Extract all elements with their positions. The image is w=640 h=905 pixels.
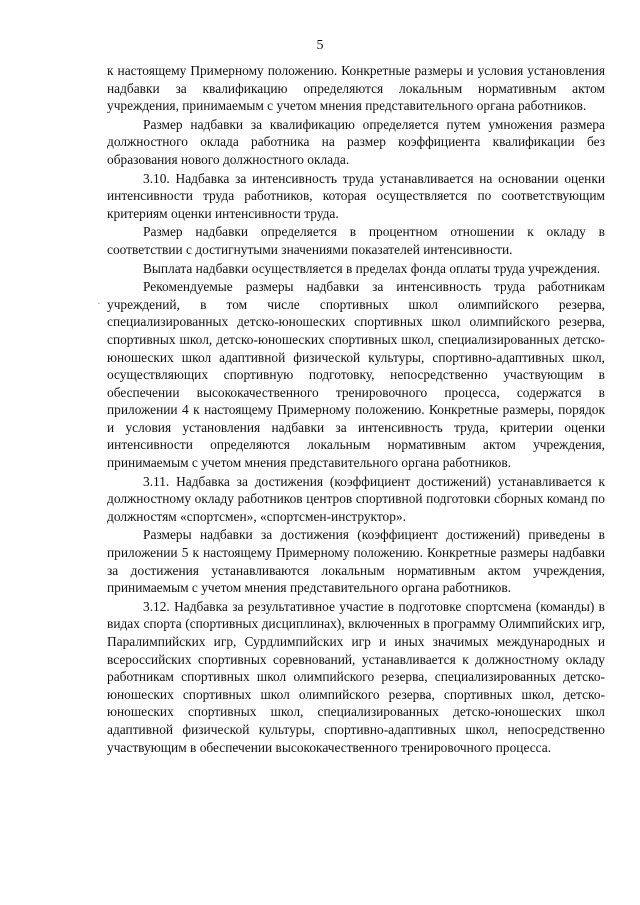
paragraph: Размеры надбавки за достижения (коэффициент достижений) приведены в приложении 5 к настоящему Примерному положению. Конкретные размеры надбавки за достижения устанавливаются локальным нормативным актом учреждения, принимаемым с учетом мнения представительного органа работников. (107, 527, 605, 596)
paragraph: 3.12. Надбавка за результативное участие в подготовке спортсмена (команды) в видах спорта (спортивных дисциплинах), включенных в программу Олимпийских игр, Паралимпийских игр, Сурдлимпийских игр и иных значимых международных и всероссийских спортивных соревнований, устанавливается к должностному окладу работникам спортивных школ олимпийского резерва, специализированных детско-юношеских спортивных школ олимпийского резерва, спортивных школ, детско-юношеских спортивных школ, специализированных детско-юношеских школ адаптивной физической культуры, спортивно-адаптивных школ, непосредственно участвующим в обеспечении высококачественного тренировочного процесса. (107, 598, 605, 755)
paragraph: 3.11. Надбавка за достижения (коэффициент достижений) устанавливается к должностному окладу работников центров спортивной подготовки сборных команд по должностям «спортсмен», «спортсмен-инструктор». (107, 473, 605, 524)
paragraph: к настоящему Примерному положению. Конкретные размеры и условия установления надбавки за квалификацию определяются локальным нормативным актом учреждения, принимаемым с учетом мнения представительного органа работников. (107, 63, 605, 114)
paragraph: Рекомендуемые размеры надбавки за интенсивность труда работникам учреждений, в том числе спортивных школ олимпийского резерва, специализированных детско-юношеских спортивных школ олимпийского резерва, спортивных школ, детско-юношеских спортивных школ, специализированных детско-юношеских школ адаптивной физической культуры, спортивно-адаптивных школ, осуществляющих спортивную подготовку, непосредственно участвующим в обеспечении высококачественного тренировочного процесса, содержатся в приложении 4 к настоящему Примерному положению. Конкретные размеры, порядок и условия установления надбавки за интенсивность труда, критерии оценки интенсивности определяются локальным нормативным актом учреждения, принимаемым с учетом мнения представительного органа работников. (107, 279, 605, 471)
paragraph: 3.10. Надбавка за интенсивность труда устанавливается на основании оценки интенсивности труда работников, которая осуществляется по соответствующим критериям оценки интенсивности труда. (107, 170, 605, 221)
paragraph: Размер надбавки определяется в процентном отношении к окладу в соответствии с достигнутыми значениями показателей интенсивности. (107, 224, 605, 257)
page-number: 5 (316, 38, 324, 53)
paragraph: Размер надбавки за квалификацию определяется путем умножения размера должностного оклада работника на размер коэффициента квалификации без образования нового должностного оклада. (107, 116, 605, 167)
margin-mark: · (97, 298, 101, 310)
paragraph: Выплата надбавки осуществляется в пределах фонда оплаты труда учреждения. (143, 260, 601, 276)
body-text (107, 62, 605, 757)
